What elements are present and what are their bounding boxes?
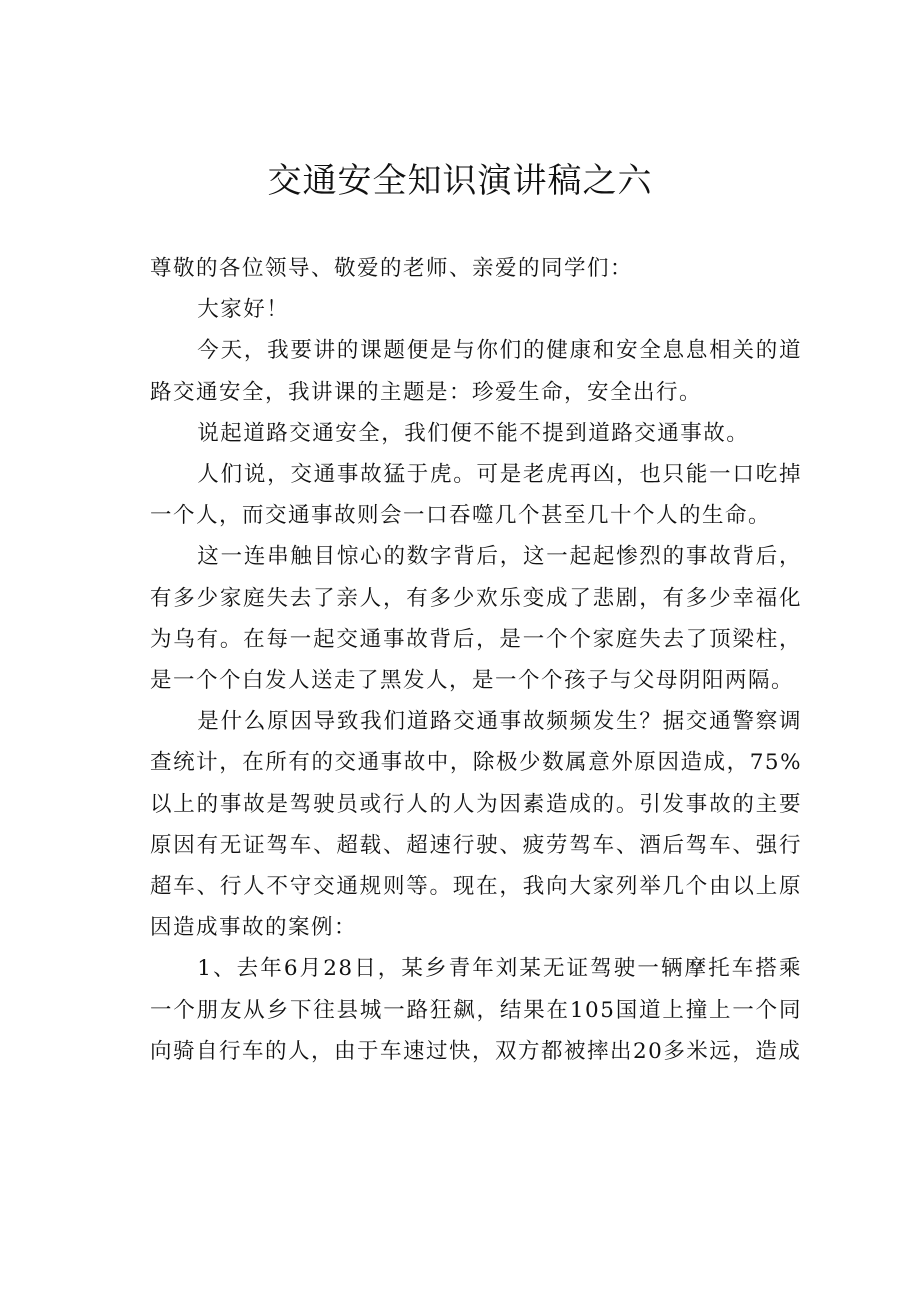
paragraph: 今天，我要讲的课题便是与你们的健康和安全息息相关的道路交通安全，我讲课的主题是：珍爱生命，安全出行。 [150, 338, 802, 405]
document-body [150, 248, 802, 1072]
paragraph-case-1: 1、去年6月28日，某乡青年刘某无证驾驶一辆摩托车搭乘一个朋友从乡下往县城一路狂飙，结果在105国道上撞上一个同向骑自行车的人，由于车速过快，双方都被摔出20多米远，造成 [150, 956, 802, 1064]
paragraph-greeting: 大家好！ [197, 297, 290, 323]
document-title: 交通安全知识演讲稿之六 [267, 161, 653, 201]
paragraph-salutation: 尊敬的各位领导、敬爱的老师、亲爱的同学们： [150, 256, 634, 281]
paragraph: 人们说，交通事故猛于虎。可是老虎再凶，也只能一口吃掉一个人，而交通事故则会一口吞噬几个甚至几十个人的生命。 [150, 462, 802, 529]
paragraph: 这一连串触目惊心的数字背后，这一起起惨烈的事故背后，有多少家庭失去了亲人，有多少欢乐变成了悲剧，有多少幸福化为乌有。在每一起交通事故背后，是一个个家庭失去了顶梁柱，是一个个白发人送走了黑发人，是一个个孩子与父母阴阳两隔。 [150, 544, 802, 694]
paragraph: 是什么原因导致我们道路交通事故频频发生？据交通警察调查统计，在所有的交通事故中，除极少数属意外原因造成，75%以上的事故是驾驶员或行人的人为因素造成的。引发事故的主要原因有无证驾车、超载、超速行驶、疲劳驾车、酒后驾车、强行超车、行人不守交通规则等。现在，我向大家列举几个由以上原因造成事故的案例： [150, 709, 802, 941]
paragraph: 说起道路交通安全，我们便不能不提到道路交通事故。 [197, 420, 750, 446]
